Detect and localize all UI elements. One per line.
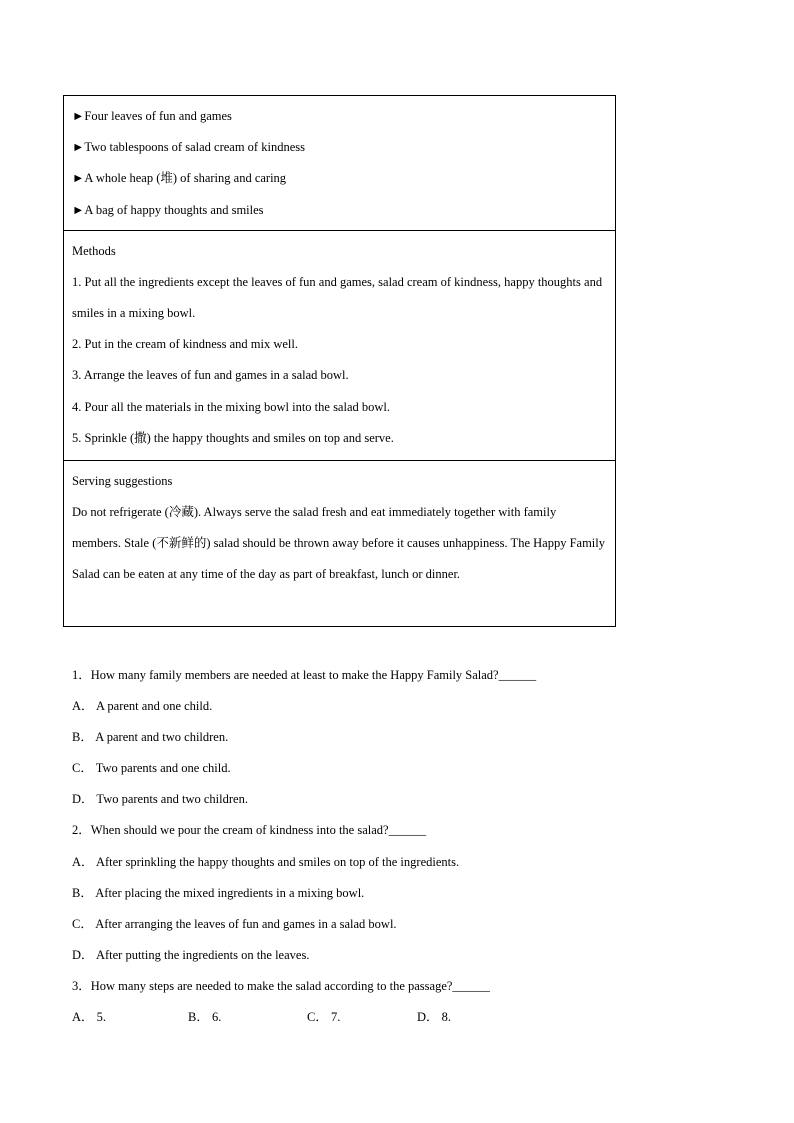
answer-option: B． A parent and two children. — [72, 730, 229, 745]
method-step: 4. Pour all the materials in the mixing bowl into the salad bowl. — [72, 399, 391, 414]
answer-option: C． Two parents and one child. — [72, 761, 231, 776]
answer-option: A． After sprinkling the happy thoughts and smiles on top of the ingredients. — [72, 854, 460, 869]
answer-option: C． 7. — [307, 1010, 341, 1025]
answer-option: A． 5. — [72, 1010, 107, 1025]
method-step: 3. Arrange the leaves of fun and games in a salad bowl. — [72, 368, 349, 383]
serving-section — [64, 461, 615, 627]
answer-option: B． After placing the mixed ingredients in a mixing bowl. — [72, 885, 365, 900]
answer-option: D． 8. — [417, 1010, 452, 1025]
ingredient-item: ►A whole heap (堆) of sharing and caring — [72, 171, 287, 186]
answer-option: C． After arranging the leaves of fun and games in a salad bowl. — [72, 916, 397, 931]
method-step: 2. Put in the cream of kindness and mix well. — [72, 337, 299, 352]
ingredients-section — [64, 96, 615, 231]
options-row — [72, 1002, 632, 1033]
answer-option: A． A parent and one child. — [72, 699, 213, 714]
serving-heading: Serving suggestions — [72, 474, 173, 488]
ingredient-item: ►Four leaves of fun and games — [72, 109, 232, 123]
question-stem: 3．How many steps are needed to make the salad according to the passage?______ — [72, 978, 490, 993]
answer-option: D． After putting the ingredients on the leaves. — [72, 947, 310, 962]
methods-heading: Methods — [72, 244, 116, 258]
serving-text: Do not refrigerate (冷藏). Always serve the salad fresh and eat immediately together with family members. Stale (不新鲜的) salad should be thrown away before it causes unhappiness. The Happy Family Salad can be eaten at any time of the day as part of breakfast, lunch or dinner. — [72, 505, 605, 582]
question-stem: 2．When should we pour the cream of kindness into the salad?______ — [72, 823, 427, 838]
method-step: 5. Sprinkle (撒) the happy thoughts and smiles on top and serve. — [72, 430, 394, 445]
ingredient-item: ►A bag of happy thoughts and smiles — [72, 202, 264, 217]
recipe-box — [63, 95, 616, 627]
questions — [72, 660, 632, 1033]
ingredient-item: ►Two tablespoons of salad cream of kindness — [72, 140, 305, 155]
answer-option: B． 6. — [188, 1010, 222, 1025]
question-stem: 1．How many family members are needed at least to make the Happy Family Salad?______ — [72, 668, 537, 682]
answer-option: D． Two parents and two children. — [72, 792, 248, 807]
method-step: 1. Put all the ingredients except the leaves of fun and games, salad cream of kindness, happy thoughts and smiles in a mixing bowl. — [72, 275, 603, 321]
methods-section — [64, 231, 615, 461]
